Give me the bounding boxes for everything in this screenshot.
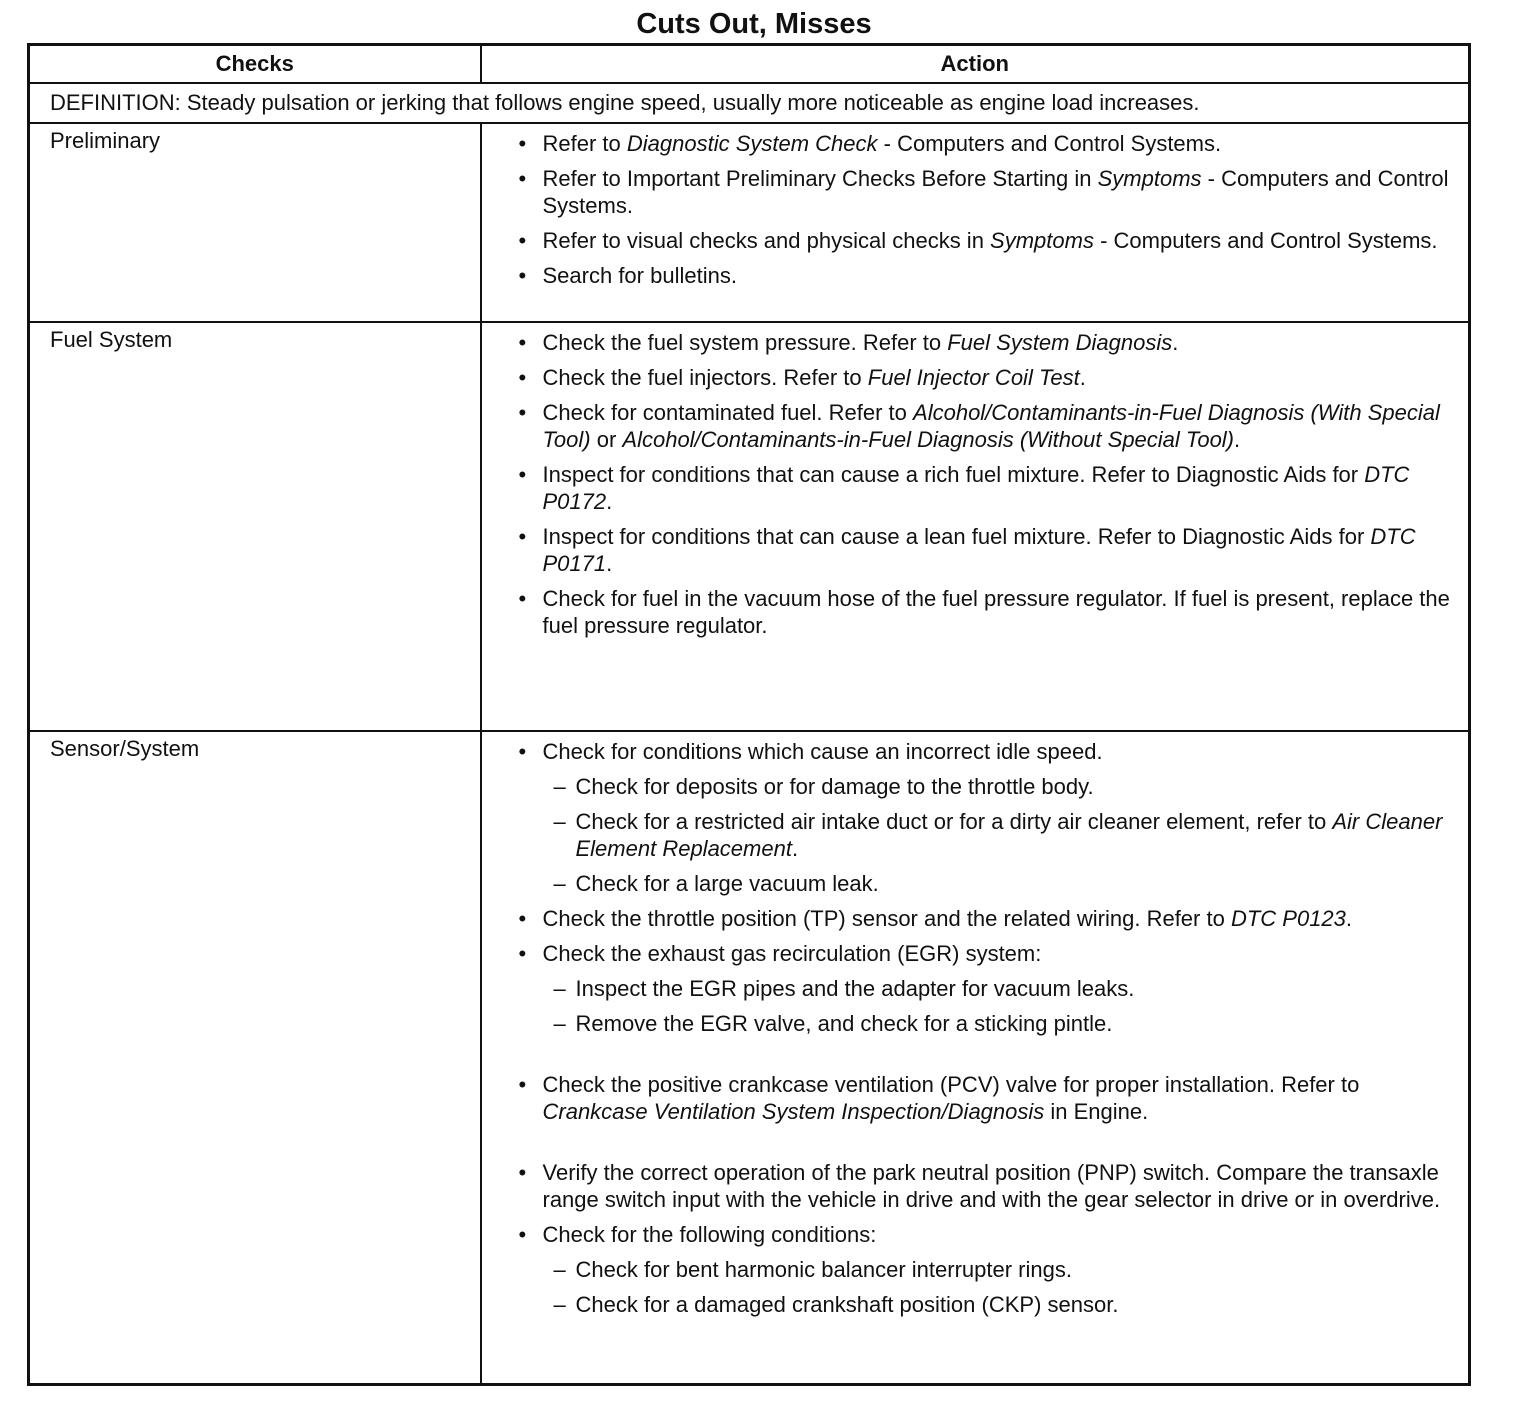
reference-text: Crankcase Ventilation System Inspection/Diagnosis <box>542 1099 1045 1124</box>
reference-text: Alcohol/Contaminants-in-Fuel Diagnosis (With Special Tool) <box>542 400 1440 452</box>
action-text: Refer to visual checks and physical checks in <box>542 228 991 253</box>
action-text: Inspect the EGR pipes and the adapter for vacuum leaks. <box>575 976 1135 1001</box>
action-list <box>516 130 1457 289</box>
action-item <box>516 523 1457 577</box>
reference-text: Alcohol/Contaminants-in-Fuel Diagnosis (Without Special Tool) <box>622 427 1235 452</box>
action-item <box>516 1159 1457 1213</box>
reference-text: DTC P0171 <box>542 524 1416 576</box>
action-text: Check for bent harmonic balancer interrupter rings. <box>575 1257 1072 1282</box>
action-text: . <box>1345 906 1353 931</box>
sub-action-item <box>543 773 1457 800</box>
action-item <box>516 940 1457 1037</box>
action-cell <box>481 123 1470 322</box>
action-text: . <box>791 836 799 861</box>
action-cell <box>481 731 1470 1385</box>
table-row <box>29 731 1470 1385</box>
action-item <box>516 905 1457 932</box>
sub-action-item <box>543 870 1457 897</box>
action-text: Check for a damaged crankshaft position (CKP) sensor. <box>575 1292 1119 1317</box>
sub-action-item <box>543 975 1457 1002</box>
sub-action-list <box>543 975 1457 1037</box>
action-text: Check the exhaust gas recirculation (EGR) system: <box>542 941 1042 966</box>
reference-text: Fuel Injector Coil Test <box>867 365 1080 390</box>
sub-action-item <box>543 1291 1457 1318</box>
action-item <box>516 399 1457 453</box>
action-item <box>516 1071 1457 1125</box>
table-row <box>29 123 1470 322</box>
action-text: . <box>1172 330 1179 355</box>
action-text: . <box>606 489 613 514</box>
definition-text: DEFINITION: Steady pulsation or jerking that follows engine speed, usually more noticeable as engine load increases. <box>29 83 1470 123</box>
action-item <box>516 130 1457 157</box>
diagnosis-table <box>27 43 1471 1386</box>
reference-text: DTC P0123 <box>1230 906 1346 931</box>
action-item <box>516 227 1457 254</box>
action-item <box>516 738 1457 897</box>
reference-text: Diagnostic System Check <box>626 131 878 156</box>
action-text: . <box>1234 427 1241 452</box>
reference-text: Air Cleaner Element Replacement <box>575 809 1443 861</box>
action-list <box>516 738 1457 1318</box>
column-header-checks: Checks <box>29 45 481 84</box>
action-text: Check for a large vacuum leak. <box>575 871 879 896</box>
action-text: Check the fuel system pressure. Refer to <box>542 330 948 355</box>
reference-text: Fuel System Diagnosis <box>947 330 1173 355</box>
action-item <box>516 585 1457 639</box>
action-cell <box>481 322 1470 731</box>
action-text: Inspect for conditions that can cause a rich fuel mixture. Refer to Diagnostic Aids for <box>542 462 1365 487</box>
sub-action-item <box>543 1256 1457 1283</box>
action-text: Check for contaminated fuel. Refer to <box>542 400 914 425</box>
action-item <box>516 461 1457 515</box>
column-header-action: Action <box>481 45 1470 84</box>
action-text: Verify the correct operation of the park neutral position (PNP) switch. Compare the transaxle range switch input with the vehicle in drive and with the gear selector in drive or in overdrive. <box>542 1160 1441 1212</box>
action-text: Check for deposits or for damage to the throttle body. <box>575 774 1094 799</box>
action-text: Inspect for conditions that can cause a lean fuel mixture. Refer to Diagnostic Aids for <box>542 524 1371 549</box>
action-text: - Computers and Control Systems. <box>542 166 1449 218</box>
action-text: Check the fuel injectors. Refer to <box>542 365 868 390</box>
action-text: . <box>606 551 613 576</box>
sub-action-item <box>543 1010 1457 1037</box>
table-header-row <box>29 45 1470 84</box>
action-item <box>516 165 1457 219</box>
sub-action-list <box>543 1256 1457 1318</box>
action-text: Refer to <box>542 131 627 156</box>
action-text: Check the throttle position (TP) sensor and the related wiring. Refer to <box>542 906 1231 931</box>
table-row <box>29 322 1470 731</box>
action-text: Search for bulletins. <box>542 263 737 288</box>
action-text: . <box>1079 365 1086 390</box>
action-item <box>516 329 1457 356</box>
page-title: Cuts Out, Misses <box>636 8 872 40</box>
action-text: - Computers and Control Systems. <box>877 131 1222 156</box>
check-cell: Preliminary <box>29 123 481 322</box>
action-text: Check for fuel in the vacuum hose of the fuel pressure regulator. If fuel is present, replace the fuel pressure regulator. <box>542 586 1450 638</box>
action-text: Refer to Important Preliminary Checks Before Starting in <box>542 166 1098 191</box>
action-text: Check for a restricted air intake duct or for a dirty air cleaner element, refer to <box>575 809 1333 834</box>
action-text: Check for the following conditions: <box>542 1222 877 1247</box>
action-text: - Computers and Control Systems. <box>1093 228 1438 253</box>
reference-text: Symptoms <box>990 228 1094 253</box>
action-item <box>516 1221 1457 1318</box>
action-text: or <box>590 427 623 452</box>
action-text: Remove the EGR valve, and check for a sticking pintle. <box>575 1011 1113 1036</box>
check-cell: Sensor/System <box>29 731 481 1385</box>
action-text: in Engine. <box>1044 1099 1149 1124</box>
reference-text: DTC P0172 <box>542 462 1410 514</box>
action-text: Check for conditions which cause an incorrect idle speed. <box>542 739 1103 764</box>
sub-action-item <box>543 808 1457 862</box>
action-text: Check the positive crankcase ventilation (PCV) valve for proper installation. Refer to <box>542 1072 1360 1097</box>
definition-row <box>29 83 1470 123</box>
action-item <box>516 262 1457 289</box>
check-cell: Fuel System <box>29 322 481 731</box>
sub-action-list <box>543 773 1457 897</box>
action-item <box>516 364 1457 391</box>
action-list <box>516 329 1457 639</box>
reference-text: Symptoms <box>1097 166 1202 191</box>
